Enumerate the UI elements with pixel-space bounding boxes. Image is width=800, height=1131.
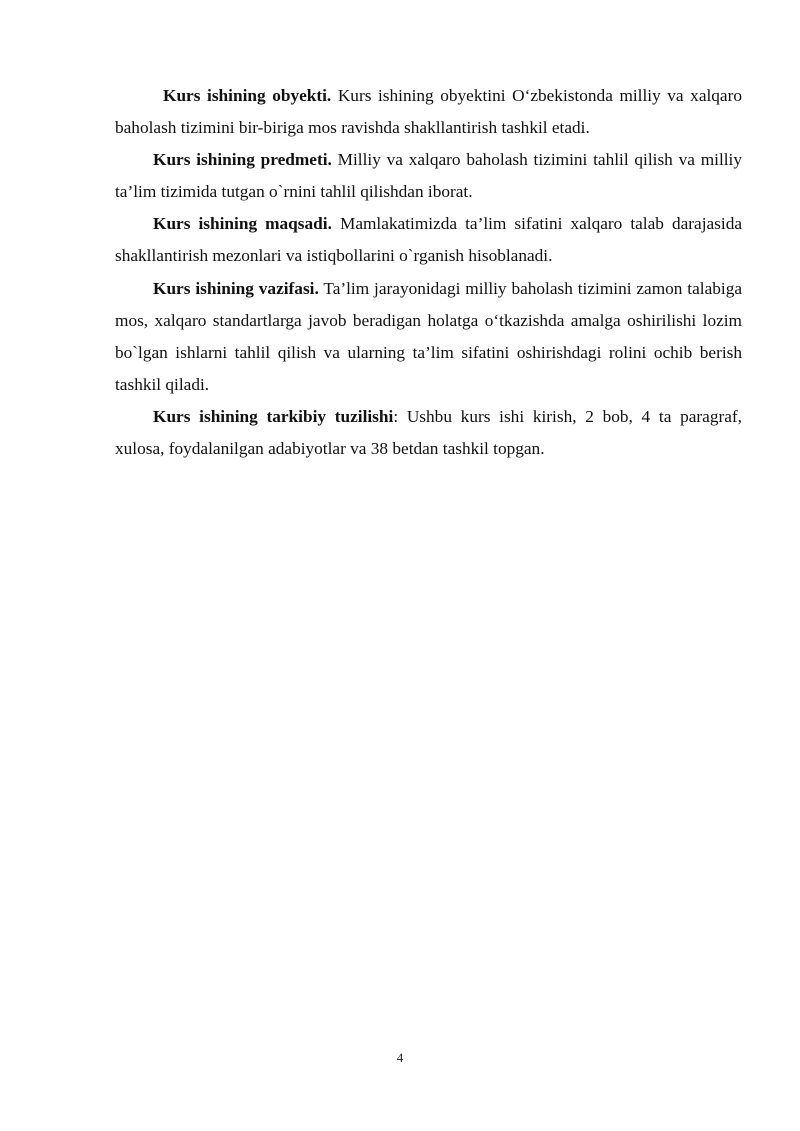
paragraph-obyekt [115, 80, 742, 144]
paragraph-maqsad [115, 208, 742, 272]
paragraph-text: Ta’lim jarayonidagi milliy baholash tizimini zamon talabiga mos, xalqaro standartlarga javob beradigan holatga o‘tkazishda amalga oshirilishi lozim bo`lgan ishlarni tahlil qilish va ularning ta’lim sifatini oshirishdagi rolini ochib berish tashkil qiladi. [115, 278, 743, 394]
paragraph-heading: Kurs ishining maqsadi. [153, 214, 332, 234]
paragraph-text: : Ushbu kurs ishi kirish, 2 bob, 4 ta paragraf, xulosa, foydalanilgan adabiyotlar va 38 betdan tashkil topgan. [115, 406, 742, 459]
paragraph-heading: Kurs ishining tarkibiy tuzilishi [153, 406, 394, 426]
paragraph-heading: Kurs ishining predmeti. [153, 150, 332, 170]
paragraph-predmet [115, 144, 742, 208]
paragraph-text: Kurs ishining obyektini O‘zbekistonda milliy va xalqaro baholash tizimini bir-biriga mos ravishda shakllantirish tashkil etadi. [115, 86, 742, 138]
paragraph-text: Mamlakatimizda ta’lim sifatini xalqaro talab darajasida shakllantirish mezonlari va istiqbollarini o`rganish hisoblanadi. [115, 214, 743, 266]
paragraph-vazifa [115, 273, 742, 401]
paragraph-tuzilish [115, 401, 742, 465]
paragraph-text: Milliy va xalqaro baholash tizimini tahlil qilish va milliy ta’lim tizimida tutgan o`rnini tahlil qilishdan iborat. [115, 150, 742, 202]
paragraph-heading: Kurs ishining obyekti. [163, 86, 332, 105]
document-body [115, 80, 742, 465]
paragraph-heading: Kurs ishining vazifasi. [153, 278, 319, 298]
page-number: 4 [396, 1050, 404, 1065]
